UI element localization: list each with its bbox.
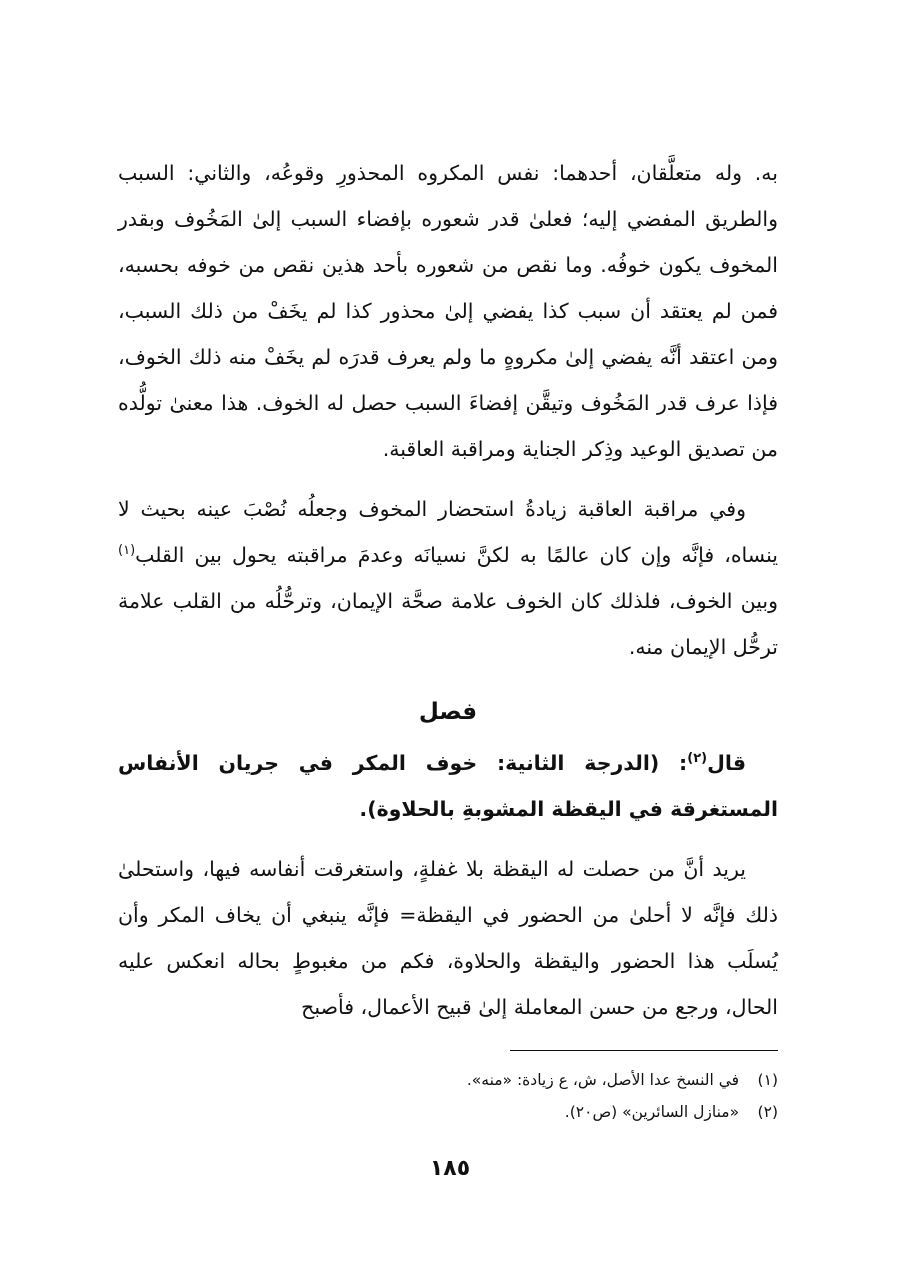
- footnote-2-text: «منازل السائرين» (ص٢٠).: [564, 1103, 740, 1121]
- quote-text: : (الدرجة الثانية: خوف المكر في جريان الأنفاس المستغرقة في اليقظة المشوبةِ بالحلاوة).: [118, 751, 778, 821]
- paragraph-2-text-b: وبين الخوف، فلذلك كان الخوف علامة صحَّة الإيمان، وترحُّلُه من القلب علامة ترحُّل الإيمان منه.: [118, 589, 778, 659]
- footnotes: [118, 1064, 778, 1128]
- footnote-1-number: (١): [757, 1071, 778, 1089]
- footnote-ref-1[interactable]: (١): [118, 543, 136, 559]
- footnote-2: [118, 1096, 778, 1128]
- section-heading: فصل: [418, 699, 478, 725]
- page-number: ١٨٥: [429, 1156, 471, 1181]
- paragraph-1: به. وله متعلَّقان، أحدهما: نفس المكروه المحذورِ وقوعُه، والثاني: السبب والطريق المفضي إليه؛ فعلىٰ قدر شعوره بإفضاء السبب إلىٰ المَخُوف وبقدر المخوف يكون خوفُه. وما نقص من شعوره بأحد هذين نقص من خوفه بحسبه، فمن لم يعتقد أن سبب كذا يفضي إلىٰ محذور كذا لم يخَفْ من ذلك السبب، ومن اعتقد أنَّه يفضي إلىٰ مكروهٍ ما ولم يعرف قدرَه لم يخَفْ منه ذلك الخوف، فإذا عرف قدر المَخُوف وتيقَّن إفضاءَ السبب حصل له الخوف. هذا معنىٰ تولُّده من تصديق الوعيد وذِكر الجناية ومراقبة العاقبة.: [118, 161, 778, 461]
- quoted-paragraph: [118, 740, 778, 832]
- paragraph-2: [118, 486, 778, 670]
- footnote-2-number: (٢): [757, 1103, 778, 1121]
- paragraph-3: يريد أنَّ من حصلت له اليقظة بلا غفلةٍ، واستغرقت أنفاسه فيها، واستحلىٰ ذلك فإنَّه لا أحلىٰ من الحضور في اليقظة= فإنَّه ينبغي أن يخاف المكر وأن يُسلَب هذا الحضور واليقظة والحلاوة، فكم من مغبوطٍ بحاله انعكس عليه الحال، ورجع من حسن المعاملة إلىٰ قبيح الأعمال، فأصبح: [118, 857, 778, 1019]
- footnote-1-text: في النسخ عدا الأصل، ش، ع زيادة: «منه».: [466, 1071, 740, 1089]
- footnote-ref-2[interactable]: (٢): [687, 751, 708, 767]
- footnote-divider: [510, 1050, 778, 1051]
- footnote-1: [118, 1064, 778, 1096]
- paragraph-2-text-a: وفي مراقبة العاقبة زيادةُ استحضار المخوف وجعلُه نُصْبَ عينه بحيث لا ينساه، فإنَّه وإن كان عالمًا به لكنَّ نسيانَه وعدمَ مراقبته يحول بين القلب: [118, 497, 778, 567]
- main-text: [118, 150, 778, 1030]
- quote-prefix: قال: [707, 751, 746, 775]
